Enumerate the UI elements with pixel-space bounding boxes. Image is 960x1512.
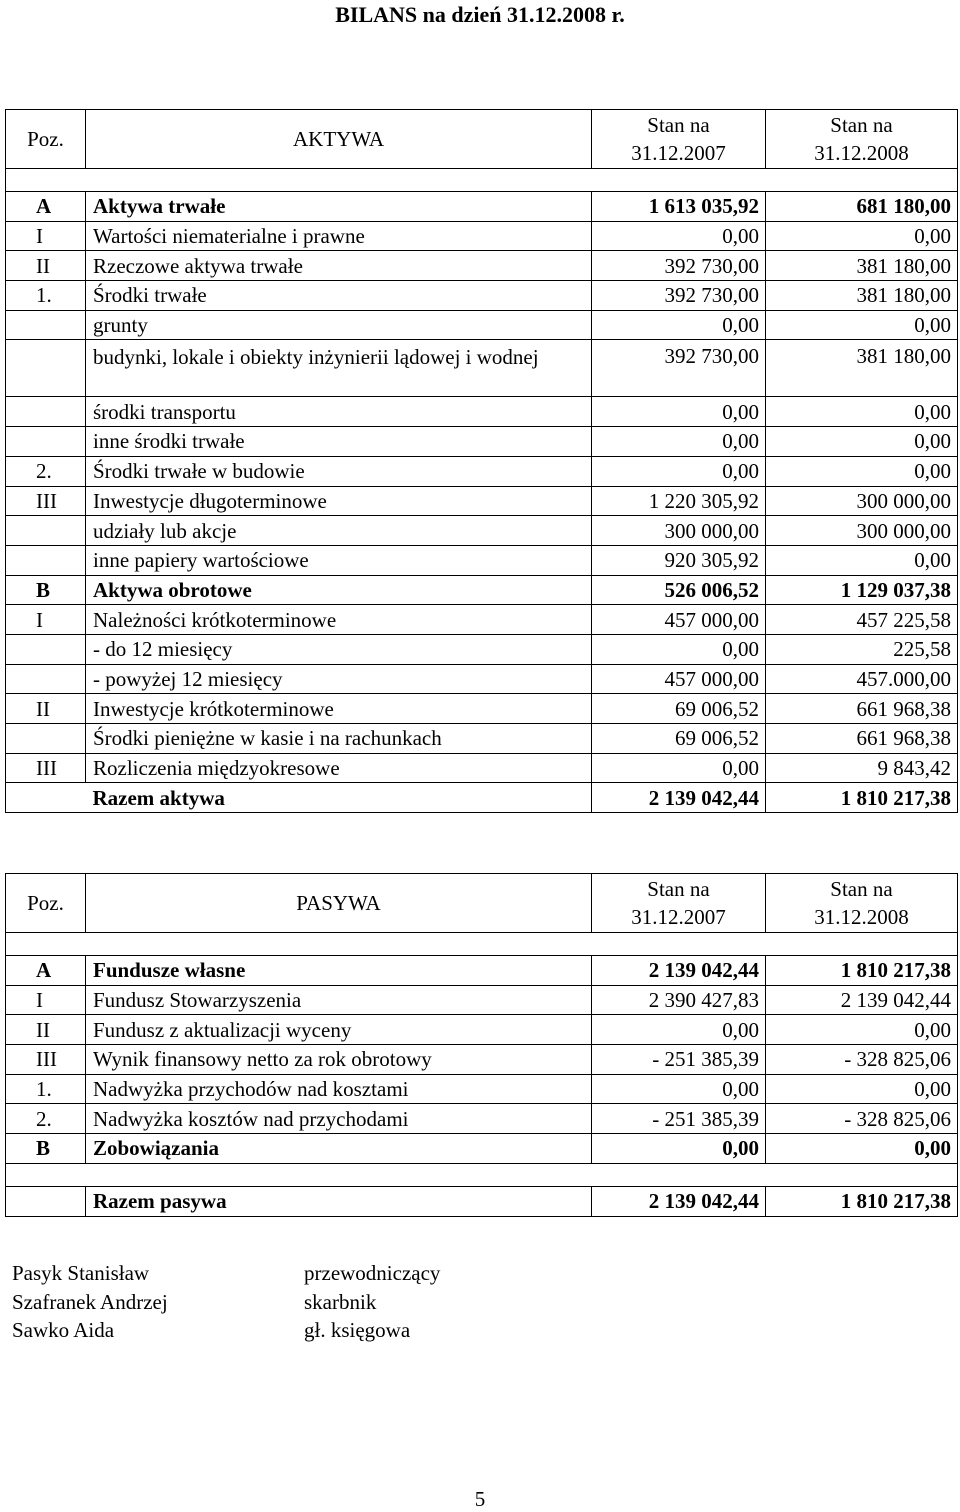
row-value-2008: 0,00	[766, 1134, 958, 1164]
header-col-2007: Stan na 31.12.2007	[592, 874, 766, 933]
row-value-2007: 920 305,92	[592, 545, 766, 575]
table-header-row	[6, 110, 958, 169]
row-value-2008: 1 129 037,38	[766, 575, 958, 605]
table-spacer-row	[6, 1163, 958, 1186]
row-label: środki transportu	[86, 397, 592, 427]
row-label: Wartości niematerialne i prawne	[86, 221, 592, 251]
table-spacer-cell	[6, 933, 958, 956]
row-label: Aktywa obrotowe	[86, 575, 592, 605]
document-title: BILANS na dzień 31.12.2008 r.	[335, 2, 625, 27]
table-row	[6, 575, 958, 605]
row-value-2007: 1 613 035,92	[592, 192, 766, 222]
row-value-2007: 0,00	[592, 753, 766, 783]
table-row	[6, 516, 958, 546]
row-label: Należności krótkoterminowe	[86, 605, 592, 635]
row-value-2008: 0,00	[766, 221, 958, 251]
table-row	[6, 664, 958, 694]
row-value-2008: 0,00	[766, 427, 958, 457]
row-label: Razem pasywa	[86, 1186, 592, 1216]
table-row	[6, 634, 958, 664]
row-value-2007: 300 000,00	[592, 516, 766, 546]
row-label: inne środki trwałe	[86, 427, 592, 457]
row-label: Inwestycje długoterminowe	[86, 486, 592, 516]
row-label: Środki trwałe	[86, 281, 592, 311]
header-label: PASYWA	[86, 874, 592, 933]
row-value-2008: 457 225,58	[766, 605, 958, 635]
row-value-2007: 0,00	[592, 221, 766, 251]
header-col-2007: Stan na 31.12.2007	[592, 110, 766, 169]
row-label: Rzeczowe aktywa trwałe	[86, 251, 592, 281]
row-value-2007: 0,00	[592, 1015, 766, 1045]
row-poz: II	[6, 1015, 86, 1045]
row-poz	[6, 783, 86, 813]
table-row	[6, 456, 958, 486]
row-label: Inwestycje krótkoterminowe	[86, 694, 592, 724]
row-label: Fundusz z aktualizacji wyceny	[86, 1015, 592, 1045]
row-poz: 1.	[6, 1074, 86, 1104]
table-row	[6, 1015, 958, 1045]
row-poz: 2.	[6, 1104, 86, 1134]
row-poz: I	[6, 605, 86, 635]
row-poz	[6, 545, 86, 575]
table-row	[6, 783, 958, 813]
table-row	[6, 545, 958, 575]
pasywa-table	[5, 873, 958, 1217]
table-spacer-row	[6, 933, 958, 956]
row-poz	[6, 310, 86, 340]
row-label: Wynik finansowy netto za rok obrotowy	[86, 1045, 592, 1075]
row-value-2007: 392 730,00	[592, 251, 766, 281]
table-row	[6, 221, 958, 251]
header-label: AKTYWA	[86, 110, 592, 169]
table-row	[6, 1134, 958, 1164]
row-label: Fundusze własne	[86, 956, 592, 986]
table-row	[6, 724, 958, 754]
row-poz	[6, 724, 86, 754]
signature-role: skarbnik	[304, 1289, 377, 1314]
row-value-2007: 392 730,00	[592, 340, 766, 397]
row-label: udziały lub akcje	[86, 516, 592, 546]
row-poz: A	[6, 192, 86, 222]
row-value-2007: 526 006,52	[592, 575, 766, 605]
row-value-2008: 457.000,00	[766, 664, 958, 694]
row-label: Rozliczenia międzyokresowe	[86, 753, 592, 783]
aktywa-table	[5, 109, 958, 813]
table-row	[6, 486, 958, 516]
row-value-2008: - 328 825,06	[766, 1104, 958, 1134]
row-label: Nadwyżka kosztów nad przychodami	[86, 1104, 592, 1134]
row-poz: I	[6, 985, 86, 1015]
header-poz: Poz.	[6, 874, 86, 933]
row-value-2008: 661 968,38	[766, 724, 958, 754]
row-value-2008: 381 180,00	[766, 251, 958, 281]
table-spacer-cell	[6, 1163, 958, 1186]
header-poz: Poz.	[6, 110, 86, 169]
row-poz: B	[6, 1134, 86, 1164]
row-value-2007: 0,00	[592, 1074, 766, 1104]
row-poz: II	[6, 694, 86, 724]
table-row	[6, 1074, 958, 1104]
signature-role: gł. księgowa	[304, 1318, 411, 1342]
row-poz: A	[6, 956, 86, 986]
page-number: 5	[474, 1487, 486, 1511]
row-poz	[6, 340, 86, 397]
row-value-2008: 0,00	[766, 545, 958, 575]
row-label: Razem aktywa	[86, 783, 592, 813]
row-value-2007: 0,00	[592, 456, 766, 486]
row-label: Fundusz Stowarzyszenia	[86, 985, 592, 1015]
row-value-2008: 0,00	[766, 1015, 958, 1045]
signature-name: Pasyk Stanisław	[12, 1261, 150, 1285]
row-label: Środki pieniężne w kasie i na rachunkach	[86, 724, 592, 754]
row-value-2007: 0,00	[592, 1134, 766, 1164]
row-label: grunty	[86, 310, 592, 340]
table-row	[6, 694, 958, 724]
row-poz	[6, 427, 86, 457]
row-value-2008: 2 139 042,44	[766, 985, 958, 1015]
table-row	[6, 1045, 958, 1075]
row-poz: III	[6, 753, 86, 783]
row-value-2007: 0,00	[592, 310, 766, 340]
signature-name: Szafranek Andrzej	[12, 1289, 168, 1314]
row-label: budynki, lokale i obiekty inżynierii lądowej i wodnej	[86, 340, 592, 397]
row-value-2008: 1 810 217,38	[766, 956, 958, 986]
row-poz	[6, 1186, 86, 1216]
row-value-2007: 0,00	[592, 397, 766, 427]
row-value-2008: 1 810 217,38	[766, 783, 958, 813]
row-value-2007: 392 730,00	[592, 281, 766, 311]
row-value-2007: 2 390 427,83	[592, 985, 766, 1015]
table-row	[6, 1186, 958, 1216]
table-row	[6, 192, 958, 222]
row-value-2007: 69 006,52	[592, 694, 766, 724]
row-poz	[6, 664, 86, 694]
row-value-2008: 300 000,00	[766, 486, 958, 516]
row-value-2007: 457 000,00	[592, 664, 766, 694]
row-poz: I	[6, 221, 86, 251]
row-value-2007: 69 006,52	[592, 724, 766, 754]
row-value-2007: - 251 385,39	[592, 1104, 766, 1134]
row-poz	[6, 397, 86, 427]
row-value-2007: 0,00	[592, 634, 766, 664]
row-value-2008: 381 180,00	[766, 340, 958, 397]
row-value-2008: 1 810 217,38	[766, 1186, 958, 1216]
row-value-2008: 9 843,42	[766, 753, 958, 783]
row-poz: II	[6, 251, 86, 281]
row-value-2007: 0,00	[592, 427, 766, 457]
table-row	[6, 753, 958, 783]
row-value-2008: 0,00	[766, 1074, 958, 1104]
signature-role: przewodniczący	[304, 1261, 441, 1285]
table-spacer-row	[6, 169, 958, 192]
row-value-2007: 2 139 042,44	[592, 783, 766, 813]
row-value-2007: - 251 385,39	[592, 1045, 766, 1075]
table-row	[6, 251, 958, 281]
table-row	[6, 340, 958, 397]
row-poz: III	[6, 486, 86, 516]
header-col-2008: Stan na 31.12.2008	[766, 874, 958, 933]
row-label: - do 12 miesięcy	[86, 634, 592, 664]
row-label: inne papiery wartościowe	[86, 545, 592, 575]
table-row	[6, 281, 958, 311]
table-row	[6, 605, 958, 635]
header-col-2008: Stan na 31.12.2008	[766, 110, 958, 169]
row-label: Nadwyżka przychodów nad kosztami	[86, 1074, 592, 1104]
row-value-2008: 661 968,38	[766, 694, 958, 724]
row-poz: III	[6, 1045, 86, 1075]
row-poz	[6, 634, 86, 664]
table-row	[6, 956, 958, 986]
row-label: Aktywa trwałe	[86, 192, 592, 222]
row-label: Środki trwałe w budowie	[86, 456, 592, 486]
row-poz: B	[6, 575, 86, 605]
row-label: - powyżej 12 miesięcy	[86, 664, 592, 694]
row-value-2007: 457 000,00	[592, 605, 766, 635]
row-value-2008: 681 180,00	[766, 192, 958, 222]
row-value-2008: 0,00	[766, 456, 958, 486]
row-value-2008: - 328 825,06	[766, 1045, 958, 1075]
row-poz: 2.	[6, 456, 86, 486]
table-row	[6, 397, 958, 427]
table-row	[6, 1104, 958, 1134]
row-value-2008: 300 000,00	[766, 516, 958, 546]
table-header-row	[6, 874, 958, 933]
row-value-2007: 2 139 042,44	[592, 956, 766, 986]
signature-name: Sawko Aida	[12, 1318, 115, 1342]
row-poz	[6, 516, 86, 546]
row-poz: 1.	[6, 281, 86, 311]
table-row	[6, 985, 958, 1015]
table-row	[6, 310, 958, 340]
row-label: Zobowiązania	[86, 1134, 592, 1164]
table-row	[6, 427, 958, 457]
table-spacer-cell	[6, 169, 958, 192]
row-value-2008: 225,58	[766, 634, 958, 664]
row-value-2008: 381 180,00	[766, 281, 958, 311]
row-value-2007: 2 139 042,44	[592, 1186, 766, 1216]
row-value-2008: 0,00	[766, 310, 958, 340]
row-value-2007: 1 220 305,92	[592, 486, 766, 516]
row-value-2008: 0,00	[766, 397, 958, 427]
